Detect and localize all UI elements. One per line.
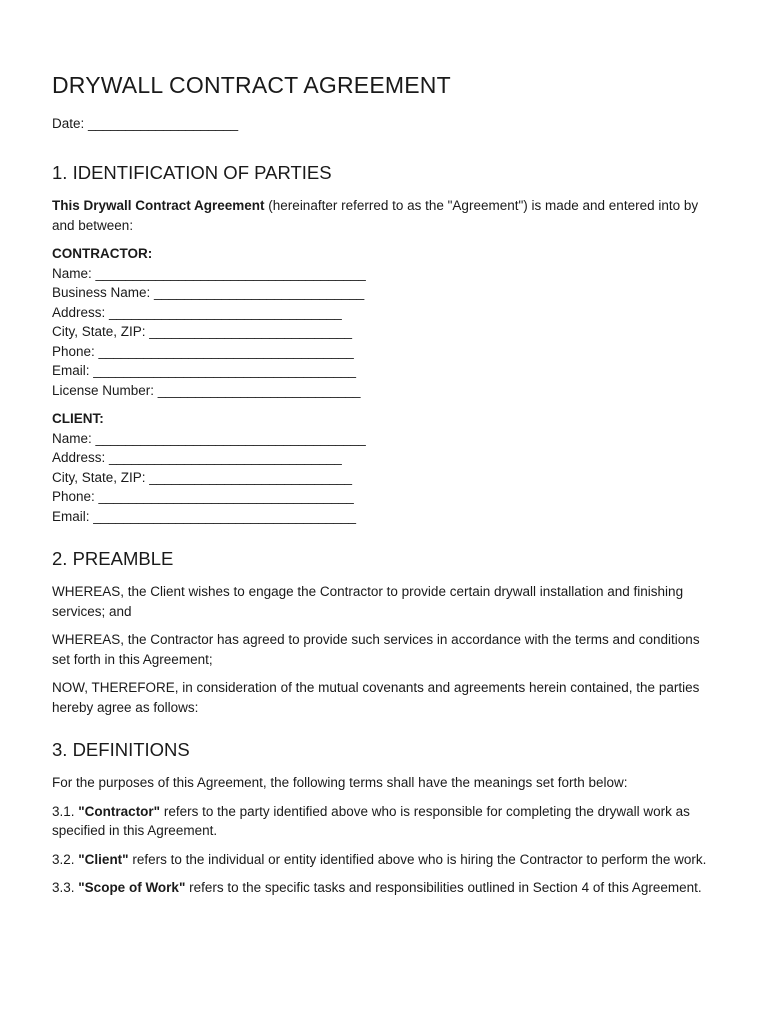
document-title: DRYWALL CONTRACT AGREEMENT <box>52 72 451 98</box>
definition-text: refers to the individual or entity identified above who is hiring the Contractor to perform the work. <box>128 851 707 867</box>
contractor-license-field: License Number: ___________________________ <box>52 382 361 398</box>
contractor-city-state-zip-field: City, State, ZIP: ___________________________ <box>52 324 352 339</box>
preamble-paragraph: WHEREAS, the Contractor has agreed to provide such services in accordance with the terms and conditions set forth in this Agreement; <box>52 632 700 667</box>
definitions-intro: For the purposes of this Agreement, the following terms shall have the meanings set forth below: <box>52 775 628 790</box>
contractor-title: CONTRACTOR: <box>52 246 153 261</box>
section-identification <box>52 160 718 526</box>
section-1-heading: 1. IDENTIFICATION OF PARTIES <box>52 162 332 183</box>
section-preamble <box>52 546 718 717</box>
section-definitions <box>52 737 718 898</box>
definition-number: 3.1. <box>52 803 79 819</box>
definition-term: "Scope of Work" <box>78 880 186 895</box>
client-address-field: Address: _______________________________ <box>52 450 342 465</box>
client-phone-field: Phone: __________________________________ <box>52 489 354 504</box>
client-email-field: Email: ___________________________________ <box>52 508 357 524</box>
date-field: Date: ____________________ <box>52 116 239 131</box>
section-3-heading: 3. DEFINITIONS <box>52 739 190 760</box>
section-1-intro <box>52 196 718 235</box>
contractor-address-field: Address: _______________________________ <box>52 304 342 320</box>
section-1-intro-bold: This Drywall Contract Agreement <box>52 198 265 213</box>
definition-text: refers to the specific tasks and responsibilities outlined in Section 4 of this Agreement. <box>185 880 702 895</box>
definition-term: "Client" <box>78 851 129 867</box>
contractor-block <box>52 244 718 400</box>
section-2-heading: 2. PREAMBLE <box>52 548 174 569</box>
definition-item <box>52 802 718 841</box>
contractor-email-field: Email: ___________________________________ <box>52 363 357 378</box>
definition-number: 3.3. <box>52 880 79 895</box>
definition-text: refers to the party identified above who is responsible for completing the drywall work as specified in this Agreement. <box>52 803 690 838</box>
client-block <box>52 409 718 526</box>
client-title: CLIENT: <box>52 411 104 426</box>
preamble-paragraph: WHEREAS, the Client wishes to engage the Contractor to provide certain drywall installation and finishing services; and <box>52 584 684 619</box>
section-1-intro-rest: (hereinafter referred to as the "Agreement") is made and entered into by and between: <box>52 198 699 233</box>
contractor-business-name-field: Business Name: ____________________________ <box>52 285 365 300</box>
contractor-phone-field: Phone: __________________________________ <box>52 343 354 359</box>
contractor-name-field: Name: ____________________________________ <box>52 265 366 281</box>
definition-item <box>52 850 718 870</box>
definition-number: 3.2. <box>52 851 79 867</box>
client-name-field: Name: ____________________________________ <box>52 430 366 446</box>
definition-item <box>52 878 718 898</box>
client-city-state-zip-field: City, State, ZIP: ___________________________ <box>52 469 352 485</box>
definition-term: "Contractor" <box>78 803 161 819</box>
preamble-paragraph: NOW, THEREFORE, in consideration of the mutual covenants and agreements herein contained, the parties hereby agree as follows: <box>52 680 700 715</box>
